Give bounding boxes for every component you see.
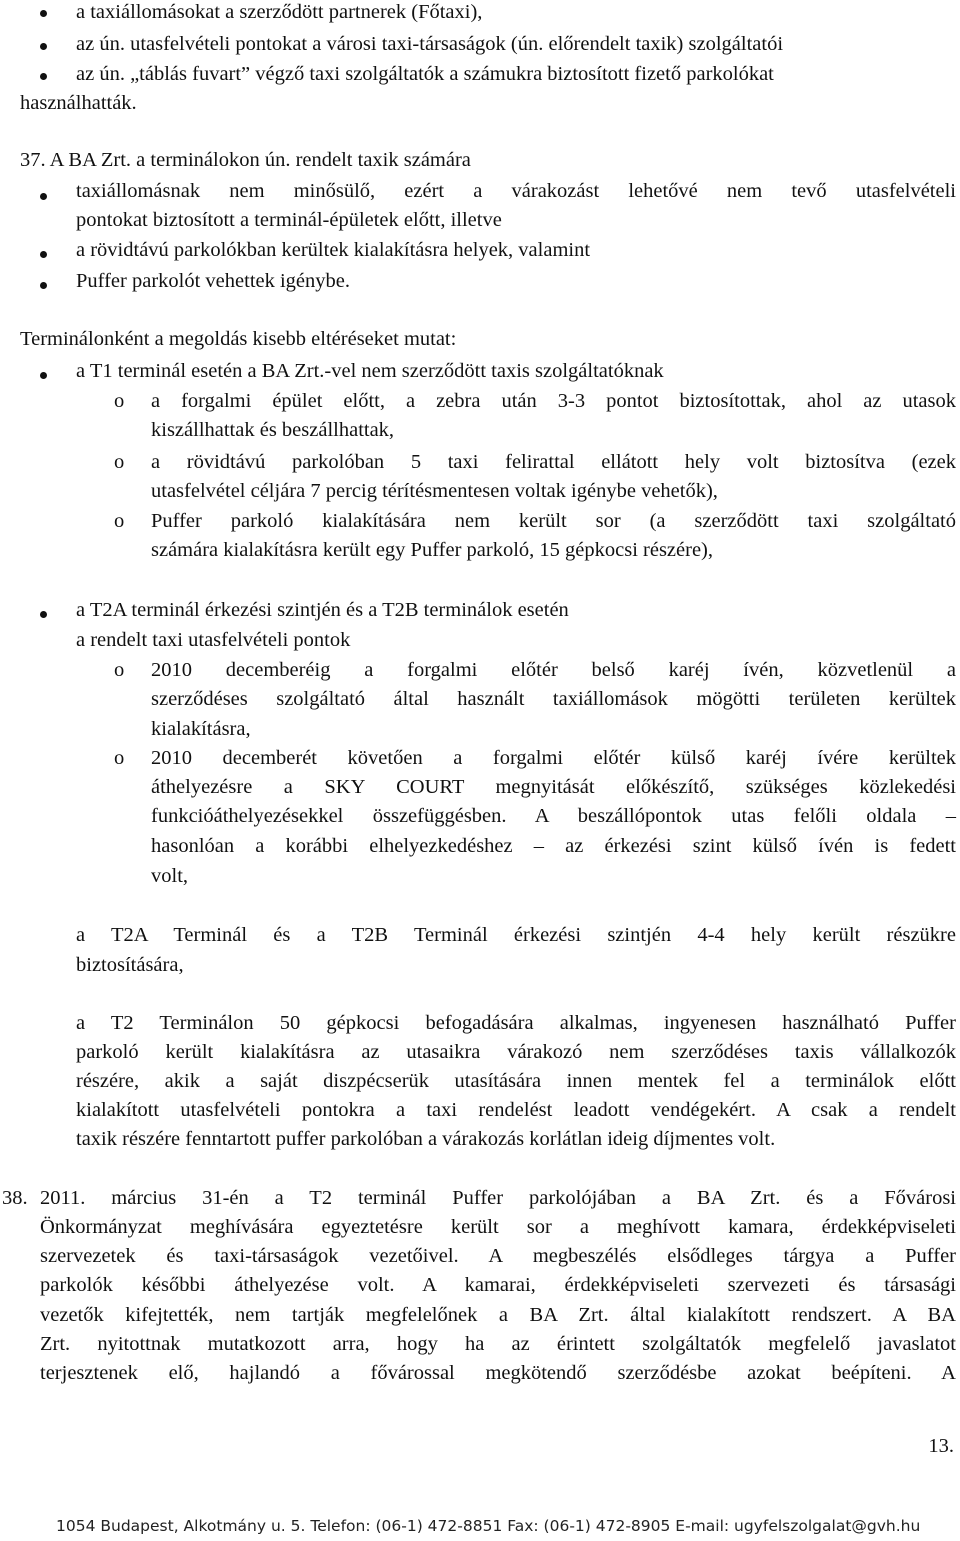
t2-heading: a T2A terminál érkezési szintjén és a T2B terminálok esetén (76, 599, 569, 621)
sub-bullet-marker: o (114, 510, 125, 532)
t2-sub-continuation: szerződéses szolgáltató által használt taxiállomások mögötti területen kerültek (151, 688, 956, 710)
t2-heading-continuation: a rendelt taxi utasfelvételi pontok (76, 629, 351, 651)
paragraph-t2-puffer-line: taxik részére fenntartott puffer parkolóban a várakozás korlátlan ideig díjmentes volt. (76, 1128, 776, 1150)
paragraph-t2-puffer-line: parkoló került kialakításra az utasaikra várakozó nem szerződéses taxis vállalkozók (76, 1041, 956, 1063)
section-38-line: 2011. március 31-én a T2 terminál Puffer parkolójában a BA Zrt. és a Fővárosi (40, 1187, 956, 1209)
t1-sub-continuation: kiszállhattak és beszállhattak, (151, 419, 395, 441)
bullet-marker (40, 251, 47, 258)
top-list-item: a taxiállomásokat a szerződött partnerek (Főtaxi), (76, 1, 483, 23)
bullet-marker (40, 372, 47, 379)
paragraph-t2a-t2b-continuation: biztosítására, (76, 954, 184, 976)
section-37-bullet: Puffer parkolót vehettek igénybe. (76, 270, 351, 292)
bullet-marker (40, 193, 47, 200)
t2-sub-continuation: kialakításra, (151, 718, 251, 740)
t2-sub-continuation: volt, (151, 865, 189, 887)
page-number: 13. (928, 1435, 954, 1457)
t1-sub-item: a rövidtávú parkolóban 5 taxi felirattal ellátott hely volt biztosítva (ezek (151, 451, 956, 473)
section-38-line: vezetők kifejtették, nem tartják megfelelőnek a BA Zrt. által kialakított rendszert. A BA (40, 1304, 956, 1326)
bullet-marker (40, 43, 47, 50)
section-37-heading: 37. A BA Zrt. a terminálokon ún. rendelt taxik számára (20, 149, 471, 171)
t1-heading: a T1 terminál esetén a BA Zrt.-vel nem szerződött taxis szolgáltatóknak (76, 360, 664, 382)
t1-sub-continuation: számára kialakításra került egy Puffer parkoló, 15 gépkocsi részére), (151, 539, 713, 561)
t1-sub-continuation: utasfelvétel céljára 7 percig térítésmentesen voltak igénybe vehetők), (151, 480, 718, 502)
sub-bullet-marker: o (114, 390, 125, 412)
top-list-item: az ún. utasfelvételi pontokat a városi taxi-társaságok (ún. előrendelt taxik) szolgáltatói (76, 33, 784, 55)
top-list-item: az ún. „táblás fuvart” végző taxi szolgáltatók a számukra biztosított fizető parkolókat (76, 63, 774, 85)
t2-sub-continuation: hasonlóan a korábbi elhelyezkedéshez – az érkezési szint külső ívén is fedett (151, 835, 956, 857)
bullet-marker (40, 10, 47, 17)
bullet-marker (40, 73, 47, 80)
sub-bullet-marker: o (114, 659, 125, 681)
section-37-bullet-continuation: pontokat biztosított a terminál-épületek előtt, illetve (76, 209, 502, 231)
page-footer: 1054 Budapest, Alkotmány u. 5. Telefon: (06-1) 472-8851 Fax: (06-1) 472-8905 E-mail: ugyfelszolgalat@gvh.hu (56, 1517, 921, 1535)
top-list-continuation: használhatták. (20, 92, 137, 114)
section-37-bullet: a rövidtávú parkolókban kerültek kialakításra helyek, valamint (76, 239, 591, 261)
bullet-marker (40, 611, 47, 618)
section-38-line: szervezetek és taxi-társaságok vezetőivel. A megbeszélés elsődleges tárgya a Puffer (40, 1245, 956, 1267)
paragraph-t2-puffer: a T2 Terminálon 50 gépkocsi befogadására alkalmas, ingyenesen használható Puffer (76, 1012, 956, 1034)
t2-sub-continuation: áthelyezésre a SKY COURT megnyitását előkészítő, szükséges közlekedési (151, 776, 956, 798)
t2-sub-item: 2010 decemberéig a forgalmi előtér belső karéj ívén, közvetlenül a (151, 659, 956, 681)
t1-sub-item: a forgalmi épület előtt, a zebra után 3-3 pontot biztosítottak, ahol az utasok (151, 390, 956, 412)
bullet-marker (40, 282, 47, 289)
section-38-line: Zrt. nyitottnak mutatkozott arra, hogy ha az érintett szolgáltatók megfelelő javaslatot (40, 1333, 956, 1355)
t1-sub-item: Puffer parkoló kialakítására nem került sor (a szerződött taxi szolgáltató (151, 510, 956, 532)
paragraph-t2-puffer-line: kialakított utasfelvételi pontokra a taxi rendelést leadott vendégekért. A csak a rendelt (76, 1099, 956, 1121)
t2-sub-continuation: funkcióáthelyezésekkel összefüggésben. A beszállópontok utas felőli oldala – (151, 805, 956, 827)
sub-bullet-marker: o (114, 451, 125, 473)
paragraph-t2-puffer-line: részére, akik a saját diszpécserük utasítására innen mentek fel a terminálok előtt (76, 1070, 956, 1092)
t2-sub-item: 2010 decemberét követően a forgalmi előtér külső karéj ívére kerültek (151, 747, 956, 769)
section-38-line: parkolók későbbi áthelyezése volt. A kamarai, érdekképviseleti szervezeti és társasági (40, 1274, 956, 1296)
sub-bullet-marker: o (114, 747, 125, 769)
section-38-line: terjesztenek elő, hajlandó a fővárossal megkötendő szerződésbe azokat beépíteni. A (40, 1362, 956, 1384)
paragraph-t2a-t2b: a T2A Terminál és a T2B Terminál érkezési szintjén 4-4 hely került részükre (76, 924, 956, 946)
section-38-line: Önkormányzat meghívására egyeztetésre került sor a meghívott kamara, érdekképviseleti (40, 1216, 956, 1238)
section-38-number: 38. (2, 1187, 28, 1209)
section-37-bullet: taxiállomásnak nem minősülő, ezért a várakozást lehetővé nem tevő utasfelvételi (76, 180, 956, 202)
terminal-intro: Terminálonként a megoldás kisebb eltéréseket mutat: (20, 328, 457, 350)
